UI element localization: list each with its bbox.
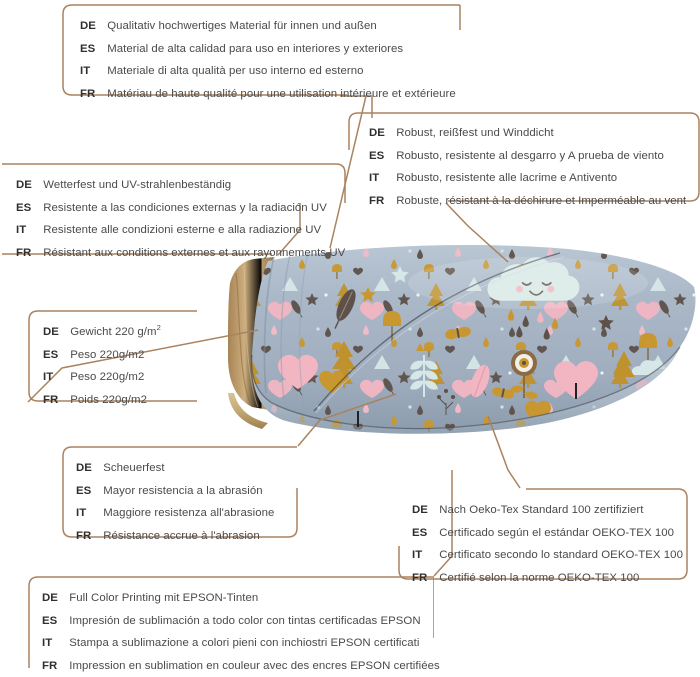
lang-code: DE [43, 326, 59, 338]
callout-material [62, 4, 462, 100]
row-text: Resistente a las condiciones externas y la radiación UV [43, 201, 327, 214]
callout-weight-text [28, 310, 198, 411]
row-text: Qualitativ hochwertiges Material für innen und außen [107, 20, 377, 32]
lang-code: IT [43, 371, 54, 384]
callout-row [76, 525, 298, 548]
lang-code: FR [16, 246, 32, 259]
lang-code: ES [76, 484, 92, 497]
lang-code: ES [412, 526, 428, 539]
row-text: Certifié selon la norme OEKO-TEX 100 [439, 571, 640, 584]
callout-abrasion-text [62, 446, 298, 547]
callout-row [412, 522, 688, 545]
callout-material-text [62, 4, 462, 105]
callout-full-color-printing [28, 576, 440, 672]
row-text: Robusto, resistente al desgarro y A prueba de viento [396, 149, 664, 162]
row-text: Robust, reißfest und Winddicht [396, 127, 554, 139]
fabric-body [228, 243, 700, 438]
lang-code: ES [80, 42, 96, 55]
lang-code: ES [43, 348, 59, 361]
row-text: Résistance accrue à l'abrasion [103, 529, 260, 542]
callout-row [369, 145, 700, 168]
row-text: Materiale di alta qualità per uso interno ed esterno [107, 65, 364, 78]
callout-robust [348, 112, 700, 207]
lang-code: ES [42, 614, 58, 627]
lang-code: IT [16, 224, 27, 237]
row-text: Matériau de haute qualité pour une utilisation intérieure et extérieure [107, 87, 456, 100]
lang-code: IT [80, 65, 91, 78]
lang-code: FR [369, 194, 385, 207]
row-text: Certificado según el estándar OEKO-TEX 100 [439, 526, 674, 539]
callout-row [43, 344, 198, 367]
callout-abrasion [62, 446, 298, 542]
callout-row [42, 610, 434, 633]
row-text: Peso 220g/m2 [70, 348, 145, 361]
callout-robust-text [348, 112, 700, 212]
row-text: Robuste, résistant à la déchirure et Imperméable au vent [396, 194, 687, 207]
callout-weight [28, 310, 198, 406]
lang-code: DE [76, 462, 92, 474]
callout-row [412, 499, 688, 522]
callout-row [42, 587, 434, 610]
callout-oeko-tex [398, 488, 688, 584]
row-text: Wetterfest und UV-strahlenbeständig [43, 179, 232, 191]
row-text: Resistente alle condizioni esterne e alla radiazione UV [43, 224, 322, 237]
callout-row [43, 321, 198, 344]
lang-code: IT [412, 549, 423, 562]
row-text: Mayor resistencia a la abrasión [103, 484, 263, 497]
row-text: Certificato secondo lo standard OEKO-TEX 100 [439, 549, 683, 562]
callout-row [16, 219, 346, 242]
lang-code: IT [76, 507, 87, 520]
row-text: Scheuerfest [103, 462, 165, 474]
row-text: Robusto, resistente alle lacrime e Antivento [396, 172, 618, 185]
row-text: Résistant aux conditions externes et aux rayonnements UV [43, 246, 346, 259]
small-cloud-motif [580, 243, 617, 245]
callout-row [369, 122, 700, 145]
callout-row [76, 502, 298, 525]
lang-code: DE [80, 20, 96, 32]
row-text: Impresión de sublimación a todo color con tintas certificadas EPSON [69, 614, 421, 627]
row-text: Stampa a sublimazione a colori pieni con inchiostri EPSON certificati [69, 637, 420, 650]
callout-weather-uv [2, 163, 346, 259]
lang-code: FR [76, 529, 92, 542]
callout-row [80, 38, 462, 61]
callout-row [369, 190, 700, 213]
callout-weather-text [2, 163, 346, 264]
lang-code: DE [412, 504, 428, 516]
row-text: Gewicht 220 g/m [70, 326, 157, 338]
lang-code: DE [16, 179, 32, 191]
lang-code: ES [369, 149, 385, 162]
fabric-roll-illustration [228, 243, 700, 438]
row-text: Maggiore resistenza all'abrasione [103, 507, 275, 520]
callout-row [80, 83, 462, 106]
callout-row [80, 15, 462, 38]
callout-row [76, 457, 298, 480]
lang-code: IT [42, 637, 53, 650]
callout-row [42, 655, 440, 677]
callout-row [16, 197, 346, 220]
callout-row [412, 544, 688, 567]
callout-row [43, 389, 198, 412]
lang-code: FR [80, 87, 96, 100]
callout-row [16, 174, 346, 197]
row-text: Material de alta calidad para uso en interiores y exteriores [107, 42, 404, 55]
lang-code: FR [43, 393, 59, 406]
lang-code: DE [42, 592, 58, 604]
lang-code: DE [369, 127, 385, 139]
callout-oeko-text [398, 488, 688, 589]
row-text: Full Color Printing mit EPSON-Tinten [69, 592, 259, 604]
row-text: Poids 220g/m2 [70, 393, 147, 406]
lang-code: IT [369, 172, 380, 185]
callout-row [42, 632, 434, 655]
callout-row [412, 567, 688, 590]
callout-row [369, 167, 700, 190]
callout-print-text [28, 576, 440, 677]
row-text: Impression en sublimation en couleur avec des encres EPSON certifiées [69, 659, 440, 672]
callout-row [16, 242, 346, 265]
callout-row [43, 366, 198, 389]
callout-row [76, 480, 298, 503]
fabric-roll-image [228, 243, 700, 438]
row-text: Peso 220g/m2 [70, 371, 145, 384]
superscript: 2 [156, 323, 161, 333]
lang-code: FR [42, 659, 58, 672]
row-text: Nach Oeko-Tex Standard 100 zertifiziert [439, 504, 644, 516]
lang-code: ES [16, 201, 32, 214]
lang-code: FR [412, 571, 428, 584]
callout-row [80, 60, 462, 83]
